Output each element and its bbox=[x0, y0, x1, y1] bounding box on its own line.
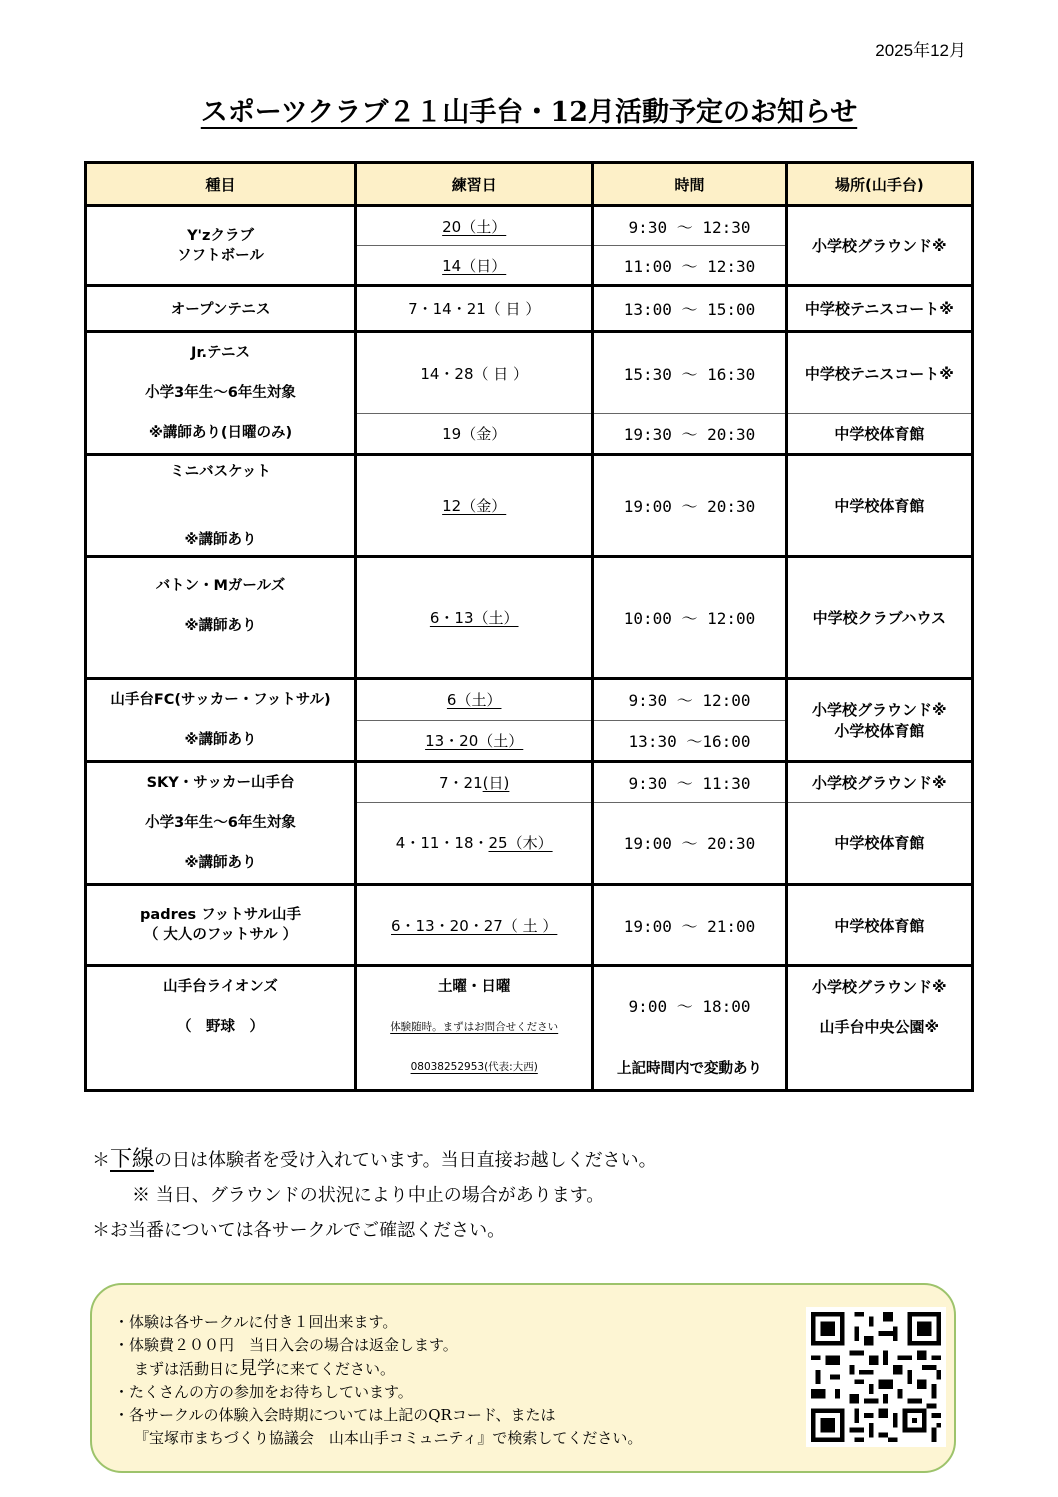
category-yamatedai-lions: 山手台ライオンズ （ 野球 ） bbox=[86, 966, 356, 1091]
time-cell: 9:30 ～ 12:00 bbox=[593, 679, 786, 721]
time-cell: 9:30 ～ 12:30 bbox=[593, 206, 786, 246]
table-row bbox=[86, 332, 973, 414]
table-row bbox=[86, 557, 973, 679]
table-row bbox=[86, 286, 973, 332]
header-time: 時間 bbox=[593, 163, 786, 206]
day-cell: 14（日） bbox=[356, 246, 593, 286]
time-cell: 19:30 ～ 20:30 bbox=[593, 414, 786, 455]
category-open-tennis: オープンテニス bbox=[86, 286, 356, 332]
time-cell: 9:30 ～ 11:30 bbox=[593, 762, 786, 803]
day-cell: 19（金） bbox=[356, 414, 593, 455]
table-row bbox=[86, 762, 973, 803]
category-jr-tennis: Jr.テニス 小学3年生～6年生対象 ※講師あり(日曜のみ) bbox=[86, 332, 356, 455]
category-padres-futsal: padres フットサル山手 （ 大人のフットサル ） bbox=[86, 885, 356, 966]
category-sky-soccer: SKY・サッカー山手台 小学3年生～6年生対象 ※講師あり bbox=[86, 762, 356, 885]
qr-code-icon[interactable] bbox=[806, 1307, 946, 1447]
header-place: 場所(山手台) bbox=[786, 163, 972, 206]
place-cell: 小学校グラウンド※ 小学校体育館 bbox=[786, 679, 972, 762]
place-cell: 中学校体育館 bbox=[786, 802, 972, 884]
info-line: ・たくさんの方の参加をお待ちしています。 bbox=[114, 1383, 413, 1401]
place-cell: 小学校グラウンド※ bbox=[786, 206, 972, 286]
time-cell: 19:00 ～ 20:30 bbox=[593, 802, 786, 884]
schedule-table bbox=[84, 161, 974, 1092]
time-cell: 9:00 ～ 18:00 上記時間内で変動あり bbox=[593, 966, 786, 1091]
time-cell: 15:30 ～ 16:30 bbox=[593, 332, 786, 414]
info-line: ・体験は各サークルに付き１回出来ます。 bbox=[114, 1313, 398, 1331]
place-cell: 中学校体育館 bbox=[786, 414, 972, 455]
note-underline: ＊下線の日は体験者を受け入れています。当日直接お越しください。 bbox=[92, 1147, 657, 1172]
place-cell: 中学校体育館 bbox=[786, 455, 972, 557]
page-title: スポーツクラブ２１山手台・12月活動予定のお知らせ bbox=[200, 97, 858, 128]
time-cell: 19:00 ～ 20:30 bbox=[593, 455, 786, 557]
table-row bbox=[86, 885, 973, 966]
day-cell: 6・13・20・27（ 土 ） bbox=[356, 885, 593, 966]
info-line: ・各サークルの体験入会時期については上記のQRコード、または bbox=[114, 1406, 556, 1424]
place-cell: 小学校グラウンド※ bbox=[786, 762, 972, 803]
header-category: 種目 bbox=[86, 163, 356, 206]
info-text bbox=[114, 1311, 642, 1450]
table-row bbox=[86, 455, 973, 557]
time-cell: 13:00 ～ 15:00 bbox=[593, 286, 786, 332]
day-cell: 12（金） bbox=[356, 455, 593, 557]
time-cell: 10:00 ～ 12:00 bbox=[593, 557, 786, 679]
header-practice-day: 練習日 bbox=[356, 163, 593, 206]
day-cell: 6（土） bbox=[356, 679, 593, 721]
day-cell: 7・14・21（ 日 ） bbox=[356, 286, 593, 332]
day-cell: 20（土） bbox=[356, 206, 593, 246]
category-yamatedai-fc: 山手台FC(サッカー・フットサル) ※講師あり bbox=[86, 679, 356, 762]
info-box bbox=[90, 1283, 956, 1473]
day-cell: 13・20（土） bbox=[356, 720, 593, 762]
place-cell: 中学校体育館 bbox=[786, 885, 972, 966]
notes bbox=[92, 1142, 657, 1248]
document-date: 2025年12月 bbox=[875, 41, 966, 60]
note-cancel: ※ 当日、グラウンドの状況により中止の場合があります。 bbox=[132, 1185, 605, 1206]
table-row bbox=[86, 966, 973, 1091]
category-baton: バトン・Mガールズ ※講師あり bbox=[86, 557, 356, 679]
day-cell: 土曜・日曜 体験随時。まずはお問合せください 08038252953(代表:大西) bbox=[356, 966, 593, 1091]
table-row bbox=[86, 206, 973, 246]
day-cell: 14・28（ 日 ） bbox=[356, 332, 593, 414]
place-cell: 小学校グラウンド※ 山手台中央公園※ bbox=[786, 966, 972, 1091]
day-cell: 6・13（土） bbox=[356, 557, 593, 679]
category-yz: Y'zクラブ ソフトボール bbox=[86, 206, 356, 286]
day-cell: 7・21(日) bbox=[356, 762, 593, 803]
place-cell: 中学校テニスコート※ bbox=[786, 286, 972, 332]
place-cell: 中学校クラブハウス bbox=[786, 557, 972, 679]
info-line: ・体験費２００円 当日入会の場合は返金します。 bbox=[114, 1336, 458, 1354]
time-cell: 13:30 ～16:00 bbox=[593, 720, 786, 762]
info-line: まずは活動日に見学に来てください。 bbox=[134, 1358, 396, 1379]
table-header-row bbox=[86, 163, 973, 206]
day-cell: 4・11・18・25（木） bbox=[356, 802, 593, 884]
note-duty: ＊お当番については各サークルでご確認ください。 bbox=[92, 1220, 506, 1241]
time-cell: 19:00 ～ 21:00 bbox=[593, 885, 786, 966]
category-mini-basket: ミニバスケット ※講師あり bbox=[86, 455, 356, 557]
time-cell: 11:00 ～ 12:30 bbox=[593, 246, 786, 286]
place-cell: 中学校テニスコート※ bbox=[786, 332, 972, 414]
table-row bbox=[86, 679, 973, 721]
info-line: 『宝塚市まちづくり協議会 山本山手コミュニティ』で検索してください。 bbox=[134, 1429, 643, 1447]
